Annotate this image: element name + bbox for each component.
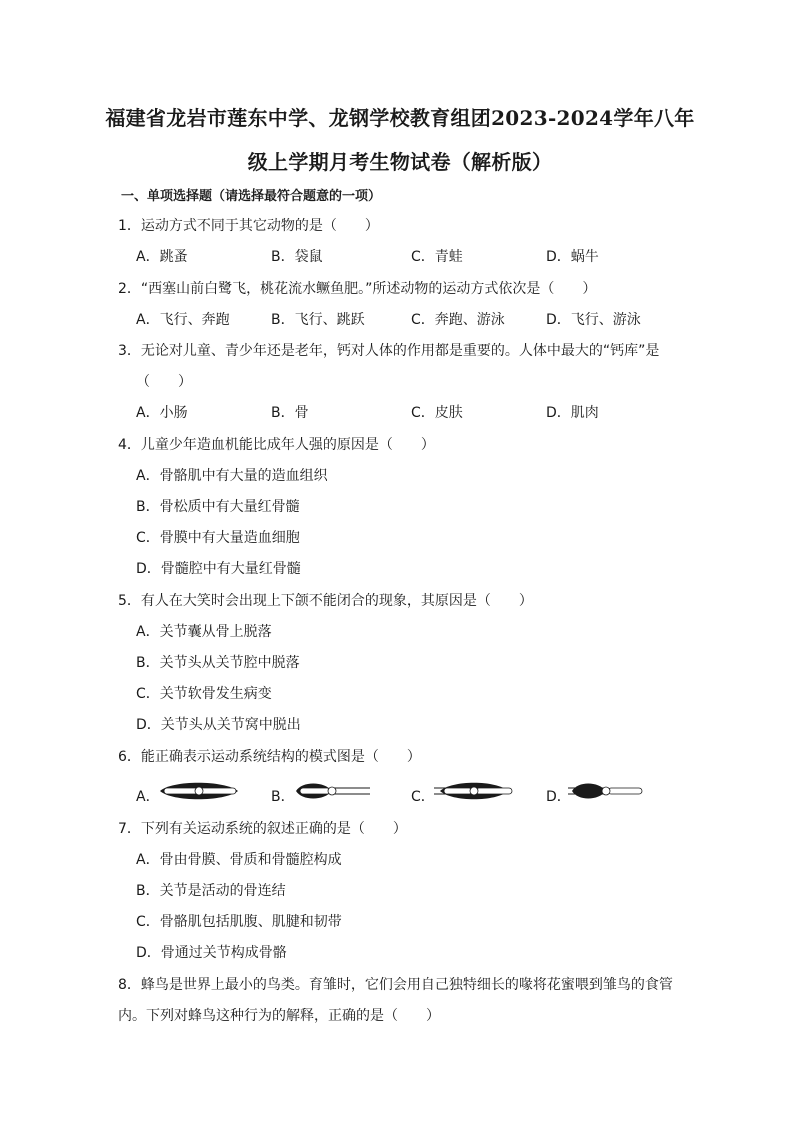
q1-option-c: C．青蛙 [411, 249, 463, 265]
q4-option-d: D．骨髓腔中有大量红骨髓 [136, 561, 301, 577]
muscle-bone-diagram-c [434, 779, 514, 803]
q7-option-d: D．骨通过关节构成骨骼 [136, 945, 287, 961]
question-3-stem-cont: （ ） [136, 374, 192, 390]
muscle-bone-diagram-d [568, 779, 644, 803]
q2-option-d: D．飞行、游泳 [546, 312, 641, 328]
muscle-bone-diagram-a [158, 779, 240, 803]
question-8-stem-cont: 内。下列对蜂鸟这种行为的解释，正确的是（ ） [118, 1008, 440, 1024]
q2-option-c: C．奔跑、游泳 [411, 312, 505, 328]
q1-option-d: D．蜗牛 [546, 249, 599, 265]
question-5-stem: 5．有人在大笑时会出现上下颌不能闭合的现象，其原因是（ ） [118, 593, 533, 609]
q1-option-a: A．跳蚤 [136, 249, 188, 265]
section-heading: 一、单项选择题（请选择最符合题意的一项） [121, 189, 382, 204]
page-title-line2: 级上学期月考生物试卷（解析版） [247, 150, 553, 174]
q2-option-b: B．飞行、跳跃 [271, 312, 365, 328]
question-6-stem: 6．能正确表示运动系统结构的模式图是（ ） [118, 749, 421, 765]
question-2-stem: 2．“西塞山前白鹭飞，桃花流水鳜鱼肥。”所述动物的运动方式依次是（ ） [118, 281, 597, 297]
q4-option-a: A．骨骼肌中有大量的造血组织 [136, 468, 328, 484]
question-1-stem: 1．运动方式不同于其它动物的是（ ） [118, 218, 379, 234]
q7-option-b: B．关节是活动的骨连结 [136, 883, 286, 899]
q6-option-c: C． [411, 789, 435, 805]
q7-option-c: C．骨骼肌包括肌腹、肌腱和韧带 [136, 914, 342, 930]
question-3-stem: 3．无论对儿童、青少年还是老年，钙对人体的作用都是重要的。人体中最大的“钙库”是 [118, 343, 660, 359]
q4-option-b: B．骨松质中有大量红骨髓 [136, 499, 300, 515]
q2-option-a: A．飞行、奔跑 [136, 312, 230, 328]
q5-option-c: C．关节软骨发生病变 [136, 686, 272, 702]
muscle-bone-diagram-b [294, 779, 372, 803]
q4-option-c: C．骨膜中有大量造血细胞 [136, 530, 300, 546]
q5-option-b: B．关节头从关节腔中脱落 [136, 655, 300, 671]
question-7-stem: 7．下列有关运动系统的叙述正确的是（ ） [118, 821, 407, 837]
q5-option-a: A．关节囊从骨上脱落 [136, 624, 272, 640]
q3-option-a: A．小肠 [136, 405, 188, 421]
q3-option-d: D．肌肉 [546, 405, 599, 421]
q3-option-c: C．皮肤 [411, 405, 463, 421]
q6-option-a: A． [136, 789, 160, 805]
page-title-line1: 福建省龙岩市莲东中学、龙钢学校教育组团2023-2024学年八年 [105, 106, 695, 130]
q5-option-d: D．关节头从关节窝中脱出 [136, 717, 301, 733]
q3-option-b: B．骨 [271, 405, 309, 421]
question-4-stem: 4．儿童少年造血机能比成年人强的原因是（ ） [118, 437, 435, 453]
q6-option-b: B． [271, 789, 295, 805]
q7-option-a: A．骨由骨膜、骨质和骨髓腔构成 [136, 852, 342, 868]
question-8-stem: 8．蜂鸟是世界上最小的鸟类。育雏时，它们会用自己独特细长的喙将花蜜喂到雏鸟的食管 [118, 977, 673, 993]
q6-option-d: D． [546, 789, 571, 805]
q1-option-b: B．袋鼠 [271, 249, 323, 265]
